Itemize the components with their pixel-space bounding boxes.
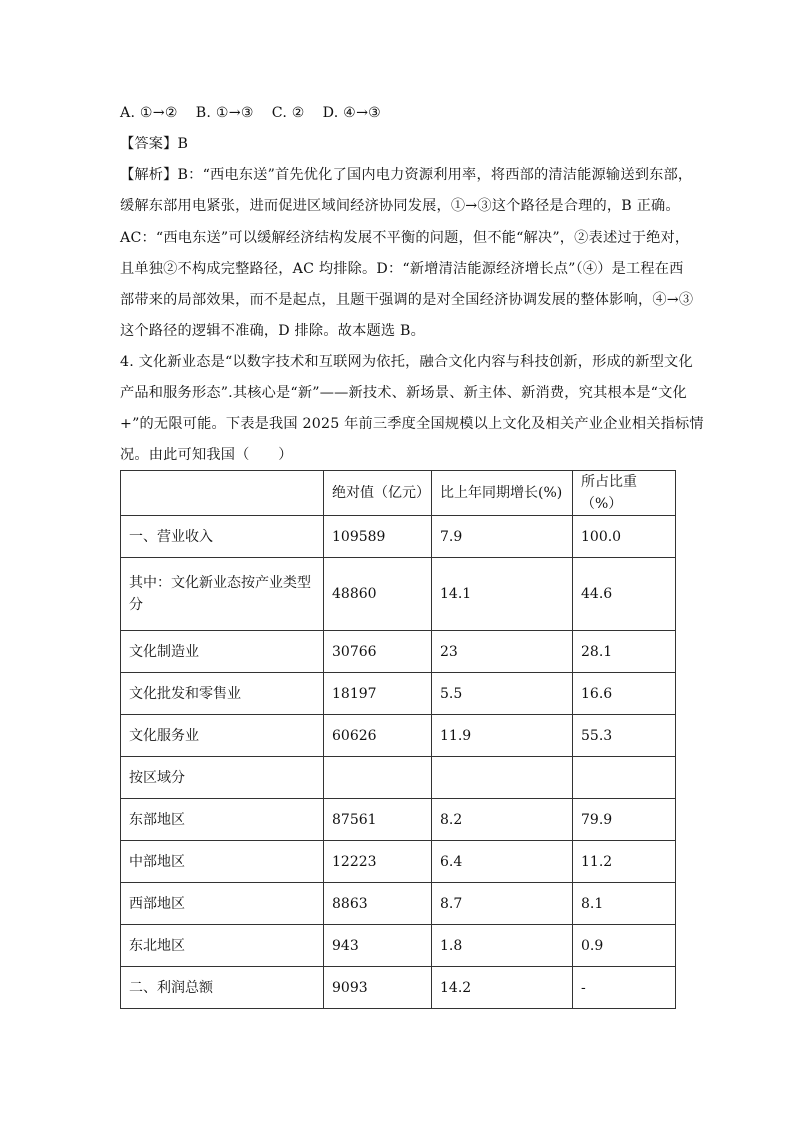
table-cell: 8.1 [573, 883, 676, 925]
table-cell: 中部地区 [121, 841, 324, 883]
table-cell [324, 757, 432, 799]
table-cell: 7.9 [432, 516, 573, 558]
table-row [121, 673, 676, 715]
table-row [121, 715, 676, 757]
option-a: A. ①→② [120, 105, 178, 121]
table-header-cell: 绝对值（亿元） [324, 471, 432, 516]
table-header-cell [121, 471, 324, 516]
question-line: 况。由此可知我国（ ） [120, 447, 293, 463]
analysis-line: 【解析】B：“西电东送”首先优化了国内电力资源利用率，将西部的清洁能源输送到东部， [120, 167, 693, 183]
question-line: 4. 文化新业态是“以数字技术和互联网为依托，融合文化内容与科技创新，形成的新型文化 [120, 354, 693, 370]
table-row [121, 516, 676, 558]
table-cell: 87561 [324, 799, 432, 841]
answer-line: 【答案】B [120, 136, 189, 152]
table-row [121, 841, 676, 883]
table-cell: 西部地区 [121, 883, 324, 925]
table-cell: 8.7 [432, 883, 573, 925]
question-line: +”的无限可能。下表是我国 2025 年前三季度全国规模以上文化及相关产业企业相关指标情 [120, 416, 704, 432]
table-row [121, 757, 676, 799]
table-cell: 11.9 [432, 715, 573, 757]
table-cell: 东部地区 [121, 799, 324, 841]
table-row [121, 558, 676, 631]
table-cell: 一、营业收入 [121, 516, 324, 558]
table-cell: 东北地区 [121, 925, 324, 967]
analysis-line: AC：“西电东送”可以缓解经济结构发展不平衡的问题，但不能“解决”，②表述过于绝对， [120, 230, 690, 246]
table-cell: 16.6 [573, 673, 676, 715]
table-cell: 100.0 [573, 516, 676, 558]
table-cell: 6.4 [432, 841, 573, 883]
analysis-line: 缓解东部用电紧张，进而促进区域间经济协同发展，①→③这个路径是合理的，B 正确。 [120, 198, 680, 214]
table-cell: 12223 [324, 841, 432, 883]
table-cell: 30766 [324, 631, 432, 673]
table-cell: 其中：文化新业态按产业类型分 [121, 558, 324, 631]
table-cell [573, 757, 676, 799]
table-cell: 14.1 [432, 558, 573, 631]
table-row [121, 925, 676, 967]
table-cell: 44.6 [573, 558, 676, 631]
table-row [121, 799, 676, 841]
table-cell: 9093 [324, 967, 432, 1009]
table-cell: - [573, 967, 676, 1009]
table-row [121, 631, 676, 673]
table-cell: 8.2 [432, 799, 573, 841]
option-d: D. ④→③ [322, 105, 382, 121]
option-c: C. ② [271, 105, 305, 121]
table-cell: 5.5 [432, 673, 573, 715]
analysis-line: 这个路径的逻辑不准确，D 排除。故本题选 B。 [120, 323, 425, 339]
table-header-row [121, 471, 676, 516]
table-row [121, 883, 676, 925]
table-cell: 二、利润总额 [121, 967, 324, 1009]
table-cell: 60626 [324, 715, 432, 757]
analysis-line: 部带来的局部效果，而不是起点，且题干强调的是对全国经济协调发展的整体影响，④→③ [120, 292, 694, 308]
table-cell: 文化制造业 [121, 631, 324, 673]
table-cell: 109589 [324, 516, 432, 558]
table-row [121, 967, 676, 1009]
table-cell: 0.9 [573, 925, 676, 967]
table-cell: 文化批发和零售业 [121, 673, 324, 715]
table-cell: 48860 [324, 558, 432, 631]
table-cell: 79.9 [573, 799, 676, 841]
table-cell: 11.2 [573, 841, 676, 883]
table-header-cell: 比上年同期增长(%) [432, 471, 573, 516]
option-b: B. ①→③ [195, 105, 254, 121]
analysis-line: 且单独②不构成完整路径，AC 均排除。D：“新增清洁能源经济增长点”（④）是工程在西 [120, 261, 684, 277]
table-cell: 23 [432, 631, 573, 673]
table-header-cell: 所占比重（%） [573, 471, 676, 516]
culture-industry-table [120, 470, 676, 1009]
table-cell: 8863 [324, 883, 432, 925]
table-cell: 943 [324, 925, 432, 967]
table-cell: 18197 [324, 673, 432, 715]
table-cell: 按区域分 [121, 757, 324, 799]
table-cell: 28.1 [573, 631, 676, 673]
table-cell: 文化服务业 [121, 715, 324, 757]
question-line: 产品和服务形态”.其核心是“新”——新技术、新场景、新主体、新消费，究其根本是“文化 [120, 385, 687, 401]
answer-options [120, 103, 399, 123]
table-cell: 1.8 [432, 925, 573, 967]
table-cell: 55.3 [573, 715, 676, 757]
table-cell: 14.2 [432, 967, 573, 1009]
table-cell [432, 757, 573, 799]
